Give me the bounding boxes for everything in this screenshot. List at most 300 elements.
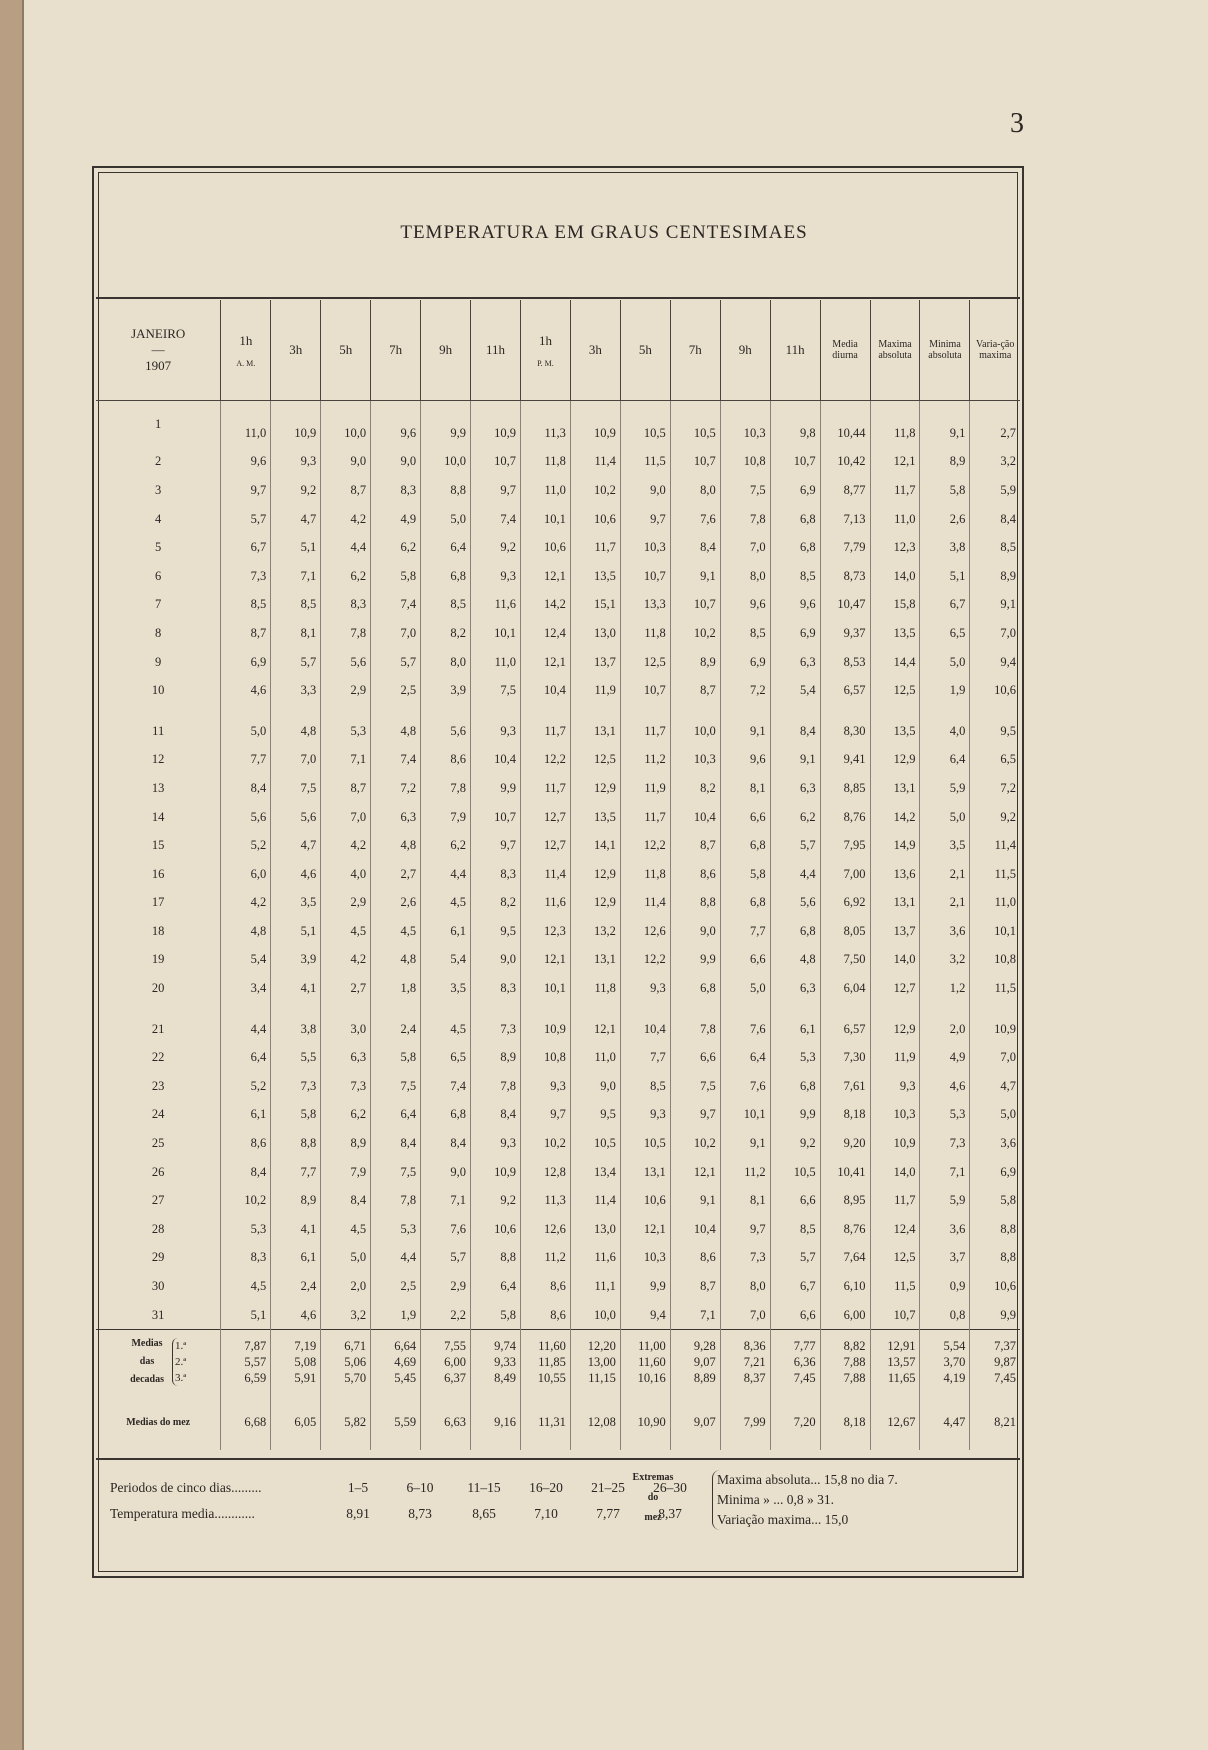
value-cell: 9,4	[1000, 654, 1016, 669]
value-cell: 13,7	[570, 648, 620, 677]
decade-value-cell: 8,36 7,21 8,37	[720, 1330, 770, 1395]
value-cell: 7,3	[471, 1015, 521, 1044]
value-cell: 4,2	[321, 505, 371, 534]
value-cell: 5,3	[371, 1215, 421, 1244]
value-cell: 8,5	[770, 562, 820, 591]
value-cell: 3,5	[271, 889, 321, 918]
value-cell: 7,7	[221, 746, 271, 775]
value-cell: 5,2	[221, 1072, 271, 1101]
value-cell: 5,6	[770, 889, 820, 918]
page-title: TEMPERATURA EM GRAUS CENTESIMAES	[400, 222, 808, 243]
value-cell: 5,0	[720, 974, 770, 1003]
value-cell: 7,0	[1000, 1050, 1016, 1065]
value-cell: 3,2	[1000, 454, 1016, 469]
value-cell: 8,9	[271, 1186, 321, 1215]
value-cell: 10,3	[720, 401, 770, 448]
hour-header: 3h	[271, 300, 321, 401]
value-cell: 5,4	[221, 946, 271, 975]
value-cell: 6,5	[920, 619, 970, 648]
value-cell: 5,6	[321, 648, 371, 677]
value-cell: 5,1	[271, 533, 321, 562]
value-cell: 6,2	[421, 831, 471, 860]
value-cell: 12,5	[870, 676, 920, 705]
value-cell: 4,6	[271, 1301, 321, 1330]
decade-value-cell: 8,82 7,88 7,88	[820, 1330, 870, 1395]
value-cell: 12,7	[520, 831, 570, 860]
value-cell: 10,7	[870, 1301, 920, 1330]
value-cell: 9,7	[620, 505, 670, 534]
table-row	[96, 1301, 1020, 1330]
period-range: 11–15	[467, 1480, 501, 1495]
hour-header: 11h	[770, 300, 820, 401]
value-cell: 10,5	[620, 1129, 670, 1158]
value-cell: 9,2	[471, 1186, 521, 1215]
day-cell: 12	[96, 746, 221, 775]
value-cell: 2,4	[271, 1272, 321, 1301]
value-cell: 8,05	[820, 917, 870, 946]
value-cell: 13,3	[620, 591, 670, 620]
value-cell: 8,7	[670, 831, 720, 860]
value-cell: 9,4	[620, 1301, 670, 1330]
value-cell: 2,1	[920, 889, 970, 918]
value-cell: 7,8	[371, 1186, 421, 1215]
value-cell: 8,9	[321, 1129, 371, 1158]
value-cell: 10,8	[520, 1043, 570, 1072]
value-cell: 6,92	[820, 889, 870, 918]
day-cell: 19	[96, 946, 221, 975]
value-cell: 10,5	[620, 401, 670, 448]
table-row	[96, 562, 1020, 591]
value-cell: 10,0	[670, 717, 720, 746]
value-cell: 2,0	[321, 1272, 371, 1301]
value-cell: 13,5	[870, 717, 920, 746]
month-means-row	[96, 1394, 1020, 1450]
value-cell: 2,7	[371, 860, 421, 889]
period-temp: 8,37	[658, 1506, 682, 1521]
day-cell: 22	[96, 1043, 221, 1072]
value-cell: 6,2	[371, 533, 421, 562]
value-cell: 6,4	[371, 1101, 421, 1130]
table-row	[96, 1072, 1020, 1101]
value-cell: 3,8	[920, 533, 970, 562]
value-cell: 9,1	[670, 1186, 720, 1215]
value-cell: 4,8	[371, 717, 421, 746]
value-cell: 11,0	[520, 476, 570, 505]
value-cell: 9,3	[620, 974, 670, 1003]
value-cell: 7,64	[820, 1244, 870, 1273]
value-cell: 10,7	[770, 448, 820, 477]
value-cell: 10,4	[471, 746, 521, 775]
value-cell: 13,1	[570, 946, 620, 975]
value-cell: 7,6	[720, 1015, 770, 1044]
value-cell: 12,1	[520, 946, 570, 975]
day-cell: 5	[96, 533, 221, 562]
value-cell: 5,8	[1000, 1193, 1016, 1208]
value-cell: 8,30	[820, 717, 870, 746]
value-cell: 6,6	[770, 1186, 820, 1215]
value-cell: 7,2	[371, 774, 421, 803]
period-range: 16–20	[529, 1480, 563, 1495]
spacer-row	[96, 705, 1020, 717]
value-cell: 6,1	[421, 917, 471, 946]
table-row	[96, 676, 1020, 705]
value-cell: 6,3	[770, 648, 820, 677]
value-cell: 8,9	[920, 448, 970, 477]
value-cell: 11,9	[620, 774, 670, 803]
day-cell: 3	[96, 476, 221, 505]
value-cell: 8,8	[421, 476, 471, 505]
decade-value-cell: 6,64 4,69 5,45	[371, 1330, 421, 1395]
value-cell: 3,6	[920, 1215, 970, 1244]
value-cell: 10,4	[520, 676, 570, 705]
value-cell: 10,0	[421, 448, 471, 477]
value-cell: 5,6	[421, 717, 471, 746]
value-cell: 4,6	[221, 676, 271, 705]
value-cell: 8,77	[820, 476, 870, 505]
value-cell: 9,3	[620, 1101, 670, 1130]
hour-header: 3h	[570, 300, 620, 401]
value-cell: 9,3	[870, 1072, 920, 1101]
day-cell: 17	[96, 889, 221, 918]
value-cell: 4,4	[321, 533, 371, 562]
day-cell: 13	[96, 774, 221, 803]
value-cell: 3,4	[221, 974, 271, 1003]
value-cell: 9,9	[421, 401, 471, 448]
value-cell: 7,50	[820, 946, 870, 975]
value-cell: 13,1	[870, 774, 920, 803]
maxima-header: Maxima absoluta	[870, 300, 920, 401]
value-cell: 10,1	[994, 923, 1016, 938]
decade-value-cell: 12,91 13,57 11,65	[870, 1330, 920, 1395]
value-cell: 4,5	[421, 1015, 471, 1044]
value-cell: 6,8	[670, 974, 720, 1003]
value-cell: 13,0	[570, 619, 620, 648]
table-row	[96, 401, 1020, 448]
value-cell: 3,5	[421, 974, 471, 1003]
value-cell: 12,9	[870, 746, 920, 775]
value-cell: 6,6	[720, 803, 770, 832]
value-cell: 12,2	[620, 946, 670, 975]
value-cell: 3,2	[920, 946, 970, 975]
value-cell: 6,04	[820, 974, 870, 1003]
value-cell: 11,8	[620, 860, 670, 889]
hour-header: 5h	[321, 300, 371, 401]
value-cell: 5,8	[371, 1043, 421, 1072]
decade-value-cell: 6,71 5,06 5,70	[321, 1330, 371, 1395]
value-cell: 9,0	[421, 1158, 471, 1187]
value-cell: 9,7	[720, 1215, 770, 1244]
value-cell: 6,6	[670, 1043, 720, 1072]
value-cell: 2,1	[920, 860, 970, 889]
value-cell: 11,7	[870, 1186, 920, 1215]
value-cell: 10,6	[471, 1215, 521, 1244]
value-cell: 10,3	[620, 533, 670, 562]
table-row	[96, 946, 1020, 975]
value-cell: 12,3	[870, 533, 920, 562]
value-cell: 10,9	[520, 1015, 570, 1044]
extreme-var: Variação maxima... 15,0	[717, 1512, 849, 1527]
table-row	[96, 774, 1020, 803]
value-cell: 3,9	[421, 676, 471, 705]
value-cell: 13,7	[870, 917, 920, 946]
table-row	[96, 831, 1020, 860]
value-cell: 7,6	[670, 505, 720, 534]
value-cell: 7,13	[820, 505, 870, 534]
value-cell: 13,5	[570, 562, 620, 591]
value-cell: 8,3	[471, 860, 521, 889]
value-cell: 11,5	[620, 448, 670, 477]
value-cell: 11,7	[520, 717, 570, 746]
value-cell: 2,9	[321, 889, 371, 918]
day-cell: 20	[96, 974, 221, 1003]
value-cell: 14,0	[870, 562, 920, 591]
extremas-list	[712, 1470, 898, 1530]
value-cell: 6,7	[221, 533, 271, 562]
value-cell: 6,8	[720, 831, 770, 860]
value-cell: 8,6	[670, 860, 720, 889]
value-cell: 7,1	[271, 562, 321, 591]
value-cell: 9,0	[471, 946, 521, 975]
day-cell: 30	[96, 1272, 221, 1301]
value-cell: 6,10	[820, 1272, 870, 1301]
value-cell: 8,8	[471, 1244, 521, 1273]
value-cell: 10,7	[620, 562, 670, 591]
hour-header: 7h	[371, 300, 421, 401]
value-cell: 13,1	[870, 889, 920, 918]
value-cell: 10,3	[870, 1101, 920, 1130]
value-cell: 10,6	[994, 683, 1016, 698]
value-cell: 11,0	[221, 401, 271, 448]
value-cell: 10,5	[770, 1158, 820, 1187]
value-cell: 9,3	[271, 448, 321, 477]
value-cell: 8,0	[421, 648, 471, 677]
value-cell: 11,2	[720, 1158, 770, 1187]
value-cell: 9,3	[471, 717, 521, 746]
day-cell: 16	[96, 860, 221, 889]
value-cell: 10,2	[520, 1129, 570, 1158]
value-cell: 5,0	[920, 803, 970, 832]
value-cell: 5,5	[271, 1043, 321, 1072]
value-cell: 9,2	[271, 476, 321, 505]
table-row	[96, 1158, 1020, 1187]
value-cell: 11,7	[570, 533, 620, 562]
value-cell: 10,3	[620, 1244, 670, 1273]
value-cell: 5,8	[271, 1101, 321, 1130]
day-cell: 26	[96, 1158, 221, 1187]
value-cell: 3,7	[920, 1244, 970, 1273]
month-mean-value: 11,31	[520, 1394, 570, 1450]
header-row	[96, 300, 1020, 401]
decade-value-cell: 5,54 3,70 4,19	[920, 1330, 970, 1395]
value-cell: 5,7	[221, 505, 271, 534]
value-cell: 12,7	[870, 974, 920, 1003]
value-cell: 12,5	[620, 648, 670, 677]
month-mean-value: 6,63	[421, 1394, 471, 1450]
table-row	[96, 1272, 1020, 1301]
table-row	[96, 746, 1020, 775]
value-cell: 7,3	[321, 1072, 371, 1101]
value-cell: 8,0	[720, 1272, 770, 1301]
value-cell: 12,3	[520, 917, 570, 946]
day-cell: 4	[96, 505, 221, 534]
value-cell: 8,9	[471, 1043, 521, 1072]
day-cell: 7	[96, 591, 221, 620]
value-cell: 9,2	[770, 1129, 820, 1158]
value-cell: 9,1	[670, 562, 720, 591]
value-cell: 8,5	[421, 591, 471, 620]
value-cell: 7,1	[321, 746, 371, 775]
value-cell: 3,0	[321, 1015, 371, 1044]
value-cell: 9,5	[570, 1101, 620, 1130]
day-cell: 8	[96, 619, 221, 648]
minima-header: Minima absoluta	[920, 300, 970, 401]
value-cell: 5,3	[321, 717, 371, 746]
value-cell: 7,0	[321, 803, 371, 832]
value-cell: 7,8	[670, 1015, 720, 1044]
value-cell: 4,4	[371, 1244, 421, 1273]
value-cell: 10,5	[570, 1129, 620, 1158]
value-cell: 10,2	[221, 1186, 271, 1215]
value-cell: 10,42	[820, 448, 870, 477]
decade-value-cell: 11,00 11,60 10,16	[620, 1330, 670, 1395]
value-cell: 11,0	[870, 505, 920, 534]
table-row	[96, 448, 1020, 477]
value-cell: 5,0	[221, 717, 271, 746]
value-cell: 6,7	[770, 1272, 820, 1301]
value-cell: 7,9	[421, 803, 471, 832]
value-cell: 7,9	[321, 1158, 371, 1187]
value-cell: 13,0	[570, 1215, 620, 1244]
value-cell: 8,7	[670, 1272, 720, 1301]
value-cell: 4,8	[371, 946, 421, 975]
value-cell: 5,8	[920, 476, 970, 505]
am-label: A. M.	[236, 358, 256, 368]
month-mean-value: 6,68	[221, 1394, 271, 1450]
value-cell: 10,7	[471, 803, 521, 832]
value-cell: 12,1	[670, 1158, 720, 1187]
month-label: JANEIRO	[131, 326, 186, 341]
value-cell: 9,7	[471, 476, 521, 505]
value-cell: 7,8	[421, 774, 471, 803]
value-cell: 7,0	[271, 746, 321, 775]
value-cell: 4,4	[421, 860, 471, 889]
value-cell: 12,9	[870, 1015, 920, 1044]
value-cell: 3,9	[271, 946, 321, 975]
value-cell: 1,8	[371, 974, 421, 1003]
value-cell: 11,7	[870, 476, 920, 505]
value-cell: 9,3	[520, 1072, 570, 1101]
table-row	[96, 1101, 1020, 1130]
value-cell: 4,9	[371, 505, 421, 534]
decade-value-cell: 12,20 13,00 11,15	[570, 1330, 620, 1395]
value-cell: 7,0	[720, 533, 770, 562]
value-cell: 10,9	[994, 1021, 1016, 1036]
value-cell: 5,8	[720, 860, 770, 889]
table-row	[96, 1244, 1020, 1273]
value-cell: 10,7	[670, 591, 720, 620]
value-cell: 5,9	[1000, 482, 1016, 497]
value-cell: 2,7	[1000, 425, 1016, 440]
value-cell: 7,30	[820, 1043, 870, 1072]
value-cell: 6,3	[770, 974, 820, 1003]
value-cell: 6,2	[321, 1101, 371, 1130]
value-cell: 9,5	[1000, 723, 1016, 738]
value-cell: 10,3	[670, 746, 720, 775]
value-cell: 10,8	[720, 448, 770, 477]
period-range: 6–10	[406, 1480, 434, 1495]
value-cell: 5,7	[770, 1244, 820, 1273]
value-cell: 12,8	[520, 1158, 570, 1187]
value-cell: 4,4	[221, 1015, 271, 1044]
table-row	[96, 974, 1020, 1003]
value-cell: 9,1	[770, 746, 820, 775]
value-cell: 8,53	[820, 648, 870, 677]
value-cell: 12,9	[570, 774, 620, 803]
value-cell: 11,4	[520, 860, 570, 889]
day-cell: 29	[96, 1244, 221, 1273]
value-cell: 4,1	[271, 1215, 321, 1244]
value-cell: 7,8	[471, 1072, 521, 1101]
value-cell: 9,1	[1000, 597, 1016, 612]
value-cell: 2,2	[421, 1301, 471, 1330]
value-cell: 10,7	[471, 448, 521, 477]
value-cell: 5,0	[421, 505, 471, 534]
month-mean-value: 5,59	[371, 1394, 421, 1450]
value-cell: 8,18	[820, 1101, 870, 1130]
value-cell: 2,9	[421, 1272, 471, 1301]
value-cell: 6,3	[770, 774, 820, 803]
value-cell: 6,57	[820, 1015, 870, 1044]
value-cell: 6,4	[720, 1043, 770, 1072]
value-cell: 3,8	[271, 1015, 321, 1044]
value-cell: 7,3	[720, 1244, 770, 1273]
temperature-table	[96, 300, 1020, 1450]
value-cell: 13,1	[620, 1158, 670, 1187]
value-cell: 11,2	[620, 746, 670, 775]
value-cell: 14,1	[570, 831, 620, 860]
value-cell: 4,7	[271, 831, 321, 860]
value-cell: 7,5	[670, 1072, 720, 1101]
value-cell: 5,4	[421, 946, 471, 975]
value-cell: 7,6	[421, 1215, 471, 1244]
value-cell: 9,7	[221, 476, 271, 505]
value-cell: 8,6	[421, 746, 471, 775]
value-cell: 2,9	[321, 676, 371, 705]
value-cell: 8,3	[221, 1244, 271, 1273]
value-cell: 11,6	[570, 1244, 620, 1273]
value-cell: 9,9	[620, 1272, 670, 1301]
value-cell: 4,5	[321, 1215, 371, 1244]
value-cell: 7,79	[820, 533, 870, 562]
value-cell: 8,3	[371, 476, 421, 505]
value-cell: 5,6	[221, 803, 271, 832]
value-cell: 11,0	[471, 648, 521, 677]
value-cell: 4,2	[321, 831, 371, 860]
value-cell: 8,5	[720, 619, 770, 648]
table-row	[96, 476, 1020, 505]
value-cell: 10,6	[570, 505, 620, 534]
value-cell: 8,1	[720, 774, 770, 803]
value-cell: 11,8	[620, 619, 670, 648]
spacer-row	[96, 1003, 1020, 1015]
value-cell: 8,0	[720, 562, 770, 591]
value-cell: 9,0	[670, 917, 720, 946]
value-cell: 12,1	[520, 562, 570, 591]
value-cell: 12,9	[570, 889, 620, 918]
value-cell: 11,6	[471, 591, 521, 620]
value-cell: 8,2	[670, 774, 720, 803]
value-cell: 7,1	[920, 1158, 970, 1187]
